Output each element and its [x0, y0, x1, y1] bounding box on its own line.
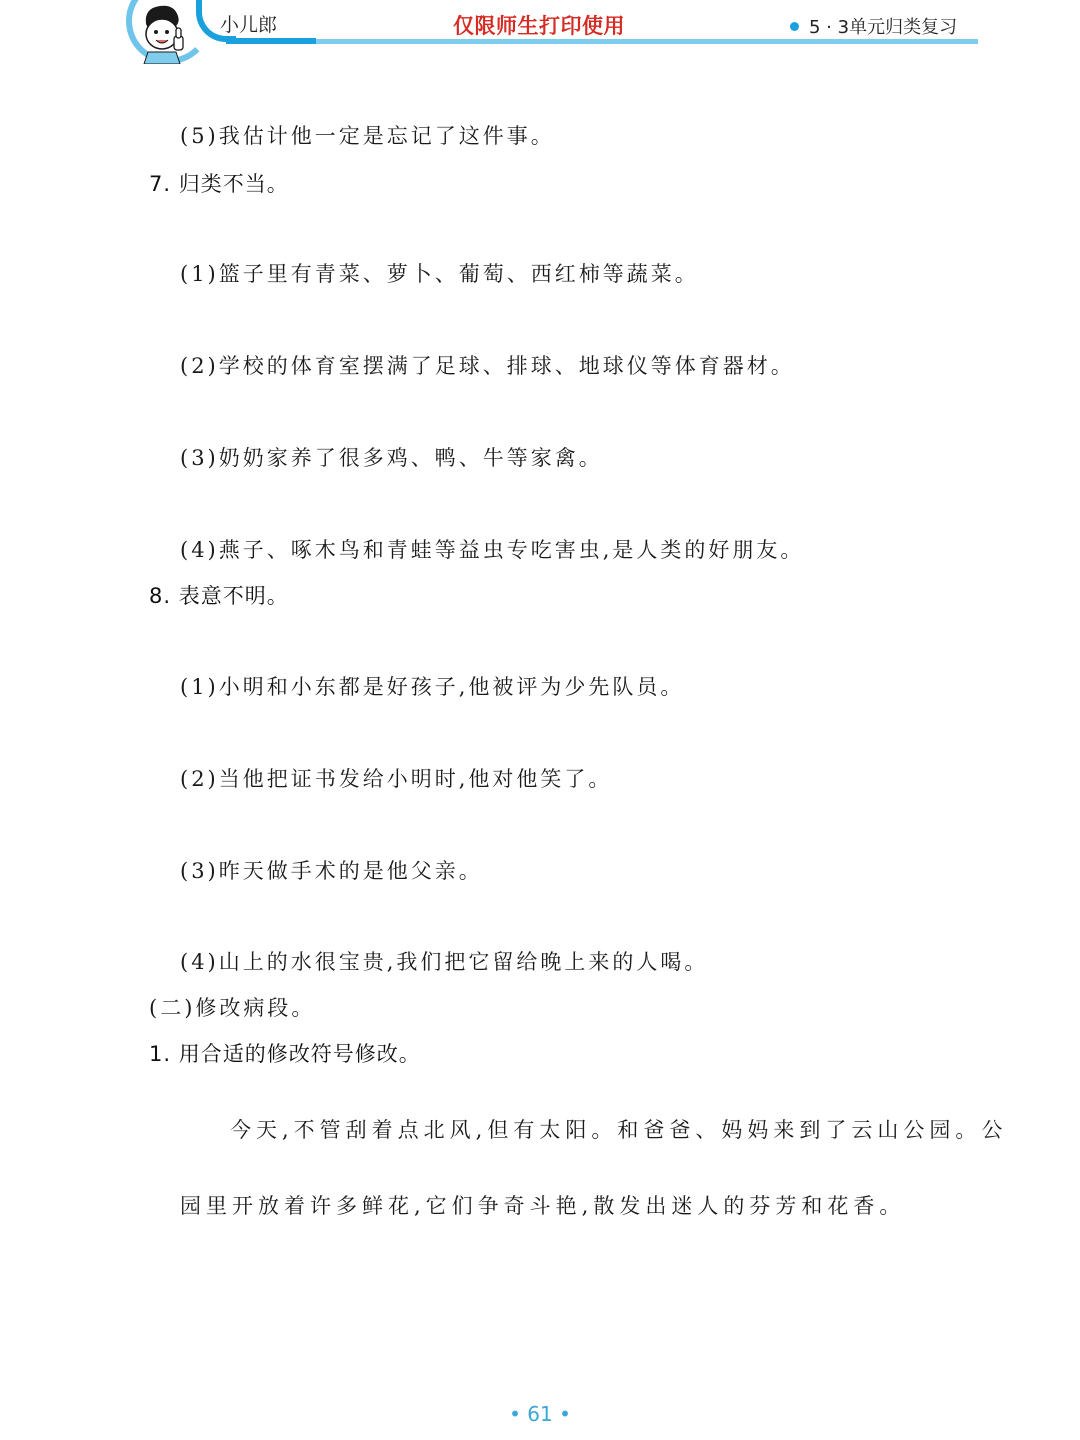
section-7-item-1: (1)篮子里有青菜、萝卜、葡萄、西红柿等蔬菜。: [180, 262, 699, 286]
mascot-boy-thumbs-up-icon: [134, 2, 194, 64]
section-8-heading: 8. 表意不明。: [149, 584, 289, 608]
paragraph-line-1: 今天,不管刮着点北风,但有太阳。和爸爸、妈妈来到了云山公园。公: [230, 1118, 1008, 1142]
section-7-heading: 7. 归类不当。: [149, 172, 289, 196]
unit-title: [790, 13, 957, 39]
section-7-item-2: (2)学校的体育室摆满了足球、排球、地球仪等体育器材。: [180, 354, 795, 378]
question-1-heading: 1. 用合适的修改符号修改。: [149, 1042, 421, 1066]
section-8-item-2: (2)当他把证书发给小明时,他对他笑了。: [180, 767, 613, 791]
header-bar-dark: [226, 38, 316, 44]
section-8-item-1: (1)小明和小东都是好孩子,他被评为少先队员。: [180, 675, 685, 699]
part-2-title: (二)修改病段。: [149, 996, 316, 1020]
page-number: • 61 •: [509, 1402, 571, 1426]
page-header: [0, 0, 1080, 70]
paragraph-line-2: 园里开放着许多鲜花,它们争奇斗艳,散发出迷人的芬芳和花香。: [180, 1194, 906, 1218]
section-8-item-3: (3)昨天做手术的是他父亲。: [180, 859, 483, 883]
unit-title-text: 5 · 3单元归类复习: [809, 17, 958, 38]
prev-item-5: (5)我估计他一定是忘记了这件事。: [180, 124, 555, 148]
bullet-dot-icon: [790, 22, 799, 31]
section-8-item-4: (4)山上的水很宝贵,我们把它留给晚上来的人喝。: [180, 950, 709, 974]
header-bar-light: [316, 39, 978, 44]
section-7-item-4: (4)燕子、啄木鸟和青蛙等益虫专吃害虫,是人类的好朋友。: [180, 538, 805, 562]
brand-name: 小儿郎: [220, 14, 278, 36]
print-watermark: 仅限师生打印使用: [453, 14, 625, 38]
section-7-item-3: (3)奶奶家养了很多鸡、鸭、牛等家禽。: [180, 446, 603, 470]
